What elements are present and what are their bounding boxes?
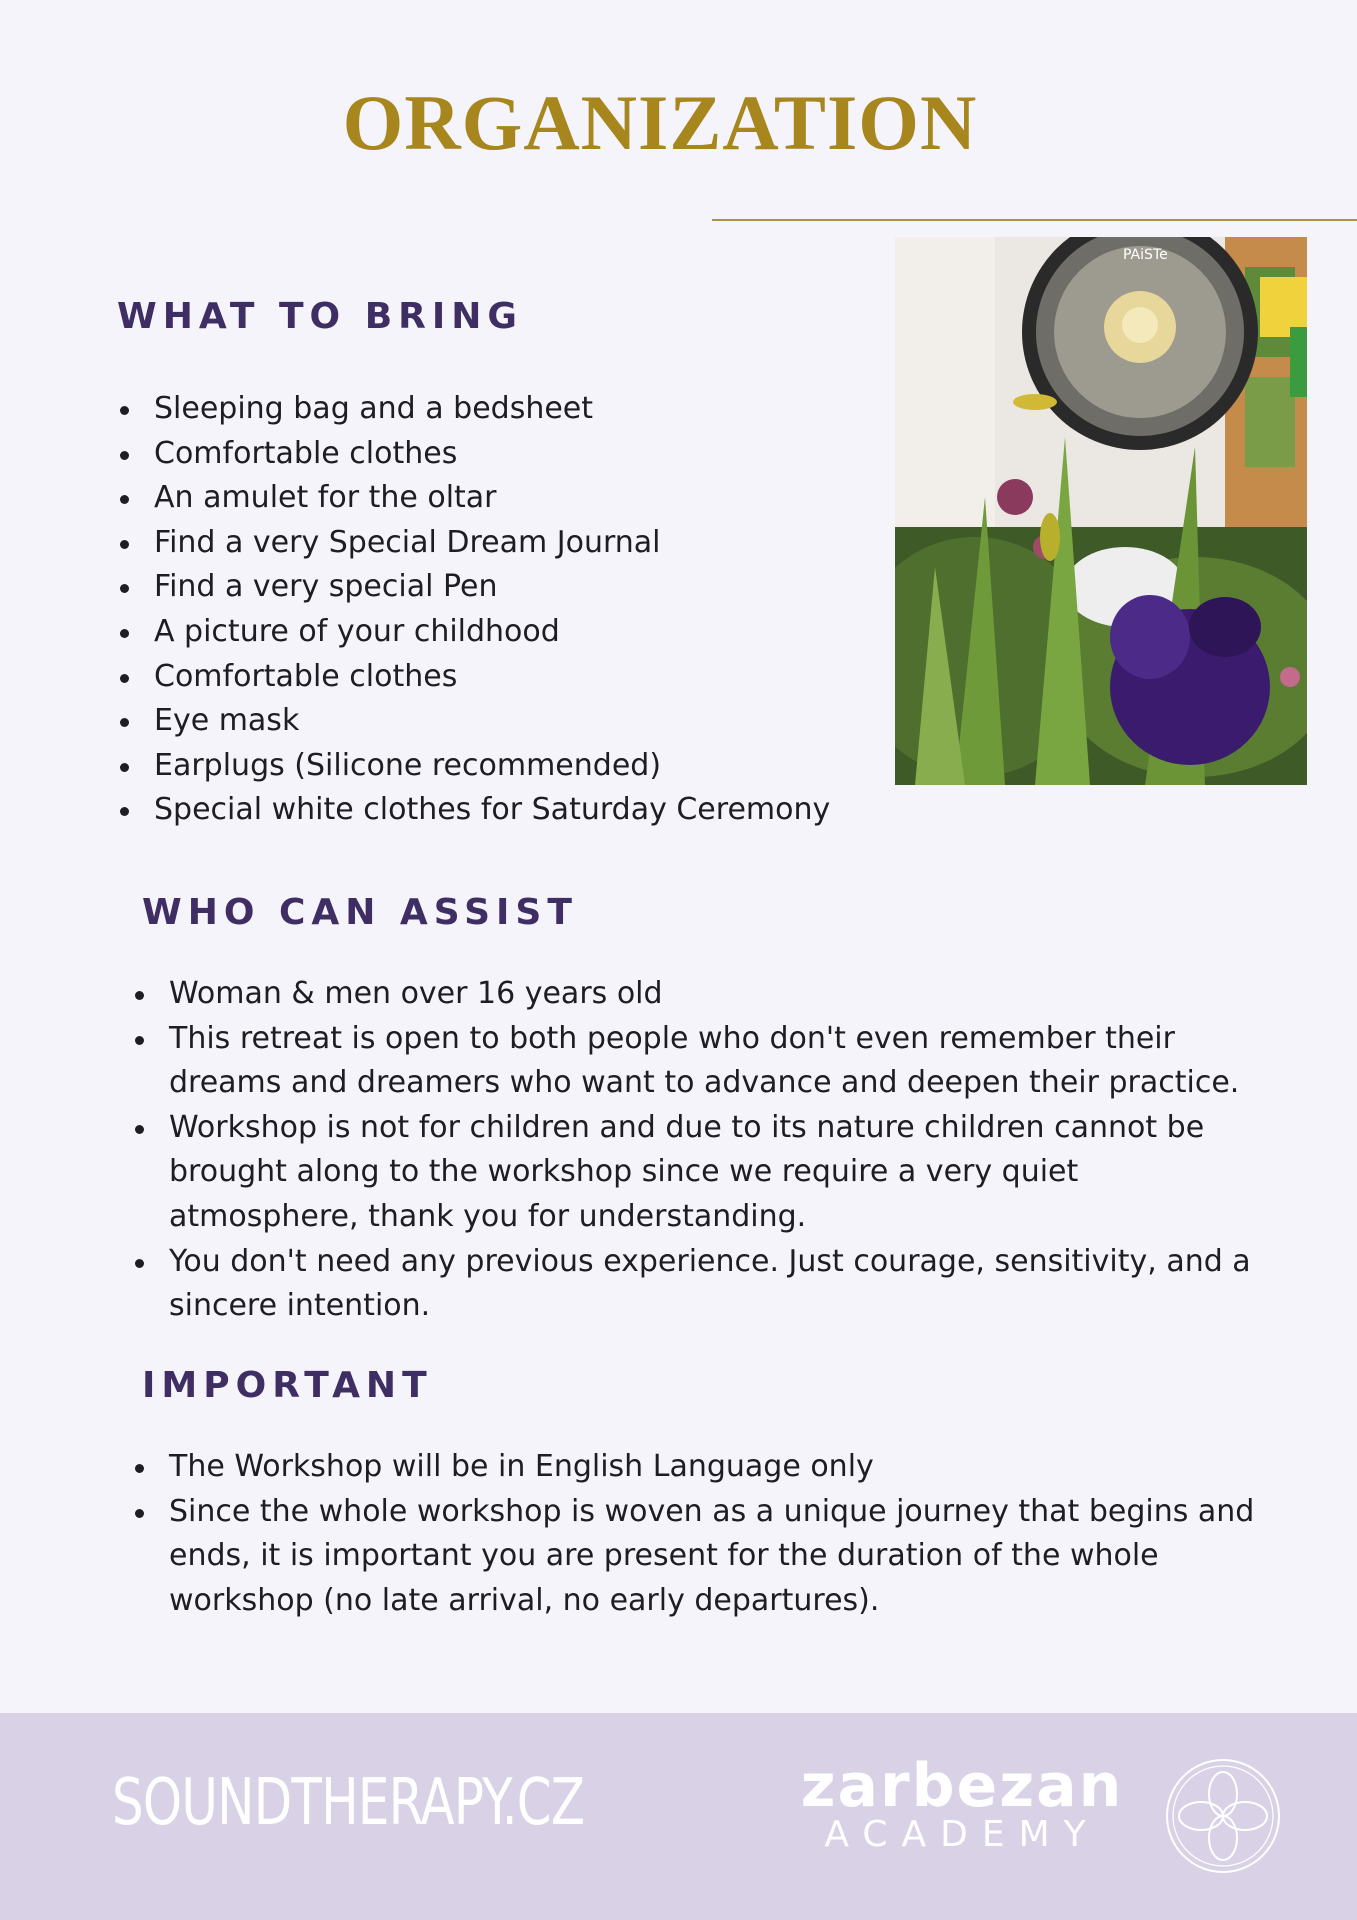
who-can-assist-list — [133, 972, 1273, 1329]
important-heading: IMPORTANT — [142, 1365, 433, 1406]
footer-website[interactable]: SOUNDTHERAPY.CZ — [112, 1766, 585, 1840]
brand-subtitle: ACADEMY — [824, 1814, 1100, 1855]
list-item: Comfortable clothes — [118, 655, 878, 700]
list-item: Workshop is not for children and due to its nature children cannot be brought along to the workshop since we require a very quiet atmosphere, thank you for understanding. — [133, 1106, 1273, 1240]
what-to-bring-list — [118, 387, 878, 833]
gong-flowers-photo — [895, 237, 1307, 785]
gong-brand-label: PAiSTe — [1123, 247, 1168, 263]
list-item: Special white clothes for Saturday Ceremony — [118, 788, 878, 833]
page-title: ORGANIZATION — [342, 79, 978, 166]
important-list — [133, 1445, 1273, 1623]
list-item: Woman & men over 16 years old — [133, 972, 1273, 1017]
list-item: Sleeping bag and a bedsheet — [118, 387, 878, 432]
list-item: The Workshop will be in English Language only — [133, 1445, 1273, 1490]
list-item: This retreat is open to both people who don't even remember their dreams and dreamers who want to advance and deepen their practice. — [133, 1017, 1273, 1106]
brand-logo-icon — [1163, 1756, 1283, 1876]
list-item: Since the whole workshop is woven as a unique journey that begins and ends, it is important you are present for the duration of the whole workshop (no late arrival, no early departures). — [133, 1490, 1273, 1624]
who-can-assist-heading: WHO CAN ASSIST — [142, 892, 578, 933]
list-item: You don't need any previous experience. Just courage, sensitivity, and a sincere intention. — [133, 1240, 1273, 1329]
list-item: Comfortable clothes — [118, 432, 878, 477]
brand-name: zarbezan — [800, 1751, 1124, 1821]
list-item: Earplugs (Silicone recommended) — [118, 744, 878, 789]
list-item: A picture of your childhood — [118, 610, 878, 655]
footer — [0, 1713, 1357, 1920]
what-to-bring-heading: WHAT TO BRING — [117, 296, 523, 337]
title-divider — [712, 219, 1357, 221]
list-item: Find a very special Pen — [118, 565, 878, 610]
list-item: Eye mask — [118, 699, 878, 744]
list-item: Find a very Special Dream Journal — [118, 521, 878, 566]
list-item: An amulet for the oltar — [118, 476, 878, 521]
brand-wordmark — [772, 1751, 1152, 1855]
